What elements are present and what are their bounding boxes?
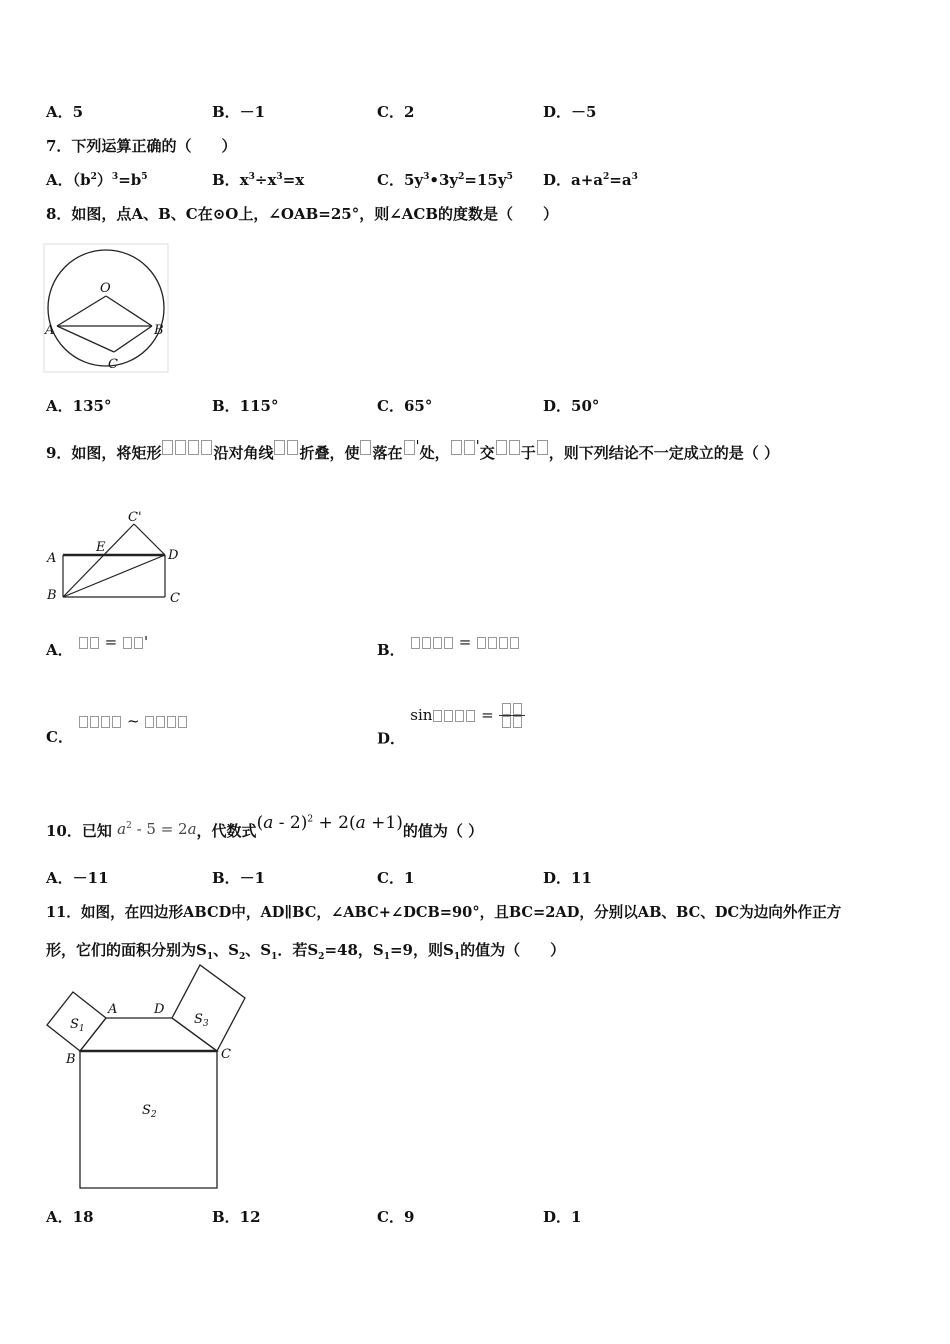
label-c: C [170,591,180,606]
q6-option-c: C．2 [377,103,415,121]
q8-option-b: B．115° [212,397,279,415]
q8-stem: 8．如图，点A、B、C在⊙O上，∠OAB=25°，则∠ACB的度数是（ ） [46,205,559,223]
label-d: D [154,1002,165,1017]
q7-option-c: C．$5y^3•3y^2=15y^5$ [377,171,513,189]
q11-option-c: C．9 [377,1208,415,1226]
q9-rectangle-figure [44,506,194,606]
label-s3: $S_3$ [194,1012,209,1029]
label-c-prime: C' [128,510,142,525]
q6-option-b: B．－1 [212,103,266,121]
label-a: A [45,323,55,338]
label-a: A [108,1002,118,1017]
diagonal-bd [63,555,165,597]
segment-c-prime-d [134,524,165,555]
q11-stem-line1: 11．如图，在四边形ABCD中，AD∥BC，∠ABC+∠DCB=90°，且BC=2AD，分别以AB、BC、DC为边向外作正方 [46,904,842,921]
segment-oa [57,296,106,326]
label-b: B [47,588,57,603]
q7-option-d: D．$a+a^2=a^3$ [543,171,638,189]
q10-option-d: D．11 [543,869,592,887]
q10-option-c: C．1 [377,869,415,887]
q8-option-c: C．65° [377,397,433,415]
q9-option-d: D． sin = [377,727,525,752]
square-s2 [80,1051,217,1188]
label-a: A [47,551,57,566]
q8-option-d: D．50° [543,397,600,415]
q11-stem-line2: 形，它们的面积分别为$S_1$、$S_2$、$S_1$．若$S_2=48$，$S_1=9$，则$S_1$的值为（ ） [46,941,566,962]
q7-stem: 7．下列运算正确的（ ） [46,137,237,155]
q6-option-d: D．－5 [543,103,597,121]
segment-bc-prime [63,524,134,597]
label-c: C [221,1047,231,1062]
label-s1: $S_1$ [70,1017,85,1034]
square-s3 [172,965,245,1051]
label-c: C [108,357,118,372]
label-e: E [96,540,106,555]
segment-ac [57,326,114,352]
q9-option-b: B． = [377,640,520,660]
segment-bc [114,326,152,352]
q11-option-a: A．18 [46,1208,94,1226]
label-o: O [100,281,111,296]
q9-stem: 9．如图，将矩形 沿对角线 折叠，使 落在 '处， '交 于 ，则下列结论不一定成立的是（ ） [46,437,780,462]
q7-option-b: B．$x^3\div x^3=x$ [212,171,305,189]
q11-squares-figure [44,970,254,1195]
q8-circle-figure [44,244,170,374]
q8-option-a: A．135° [46,397,112,415]
q6-option-a: A．5 [46,103,84,121]
q10-stem: 10．已知 $a^2 - 5 = 2a$，代数式(a - 2)$^2$ + 2(a +1)的值为（ ） [46,813,484,840]
q7-option-a: A．$(b^2)^3=b^5$ [46,171,148,189]
q10-option-b: B．－1 [212,869,266,887]
q10-option-a: A．－11 [46,869,109,887]
q9-option-a: A． = ' [46,633,149,659]
label-s2: $S_2$ [142,1103,157,1120]
segment-ob [106,296,152,326]
q11-option-d: D．1 [543,1208,582,1226]
label-d: D [168,548,179,563]
q11-option-b: B．12 [212,1208,261,1226]
label-b: B [66,1052,76,1067]
figure-frame [44,244,168,372]
q9-option-c: C． ~ [46,727,188,747]
label-b: B [154,323,164,338]
